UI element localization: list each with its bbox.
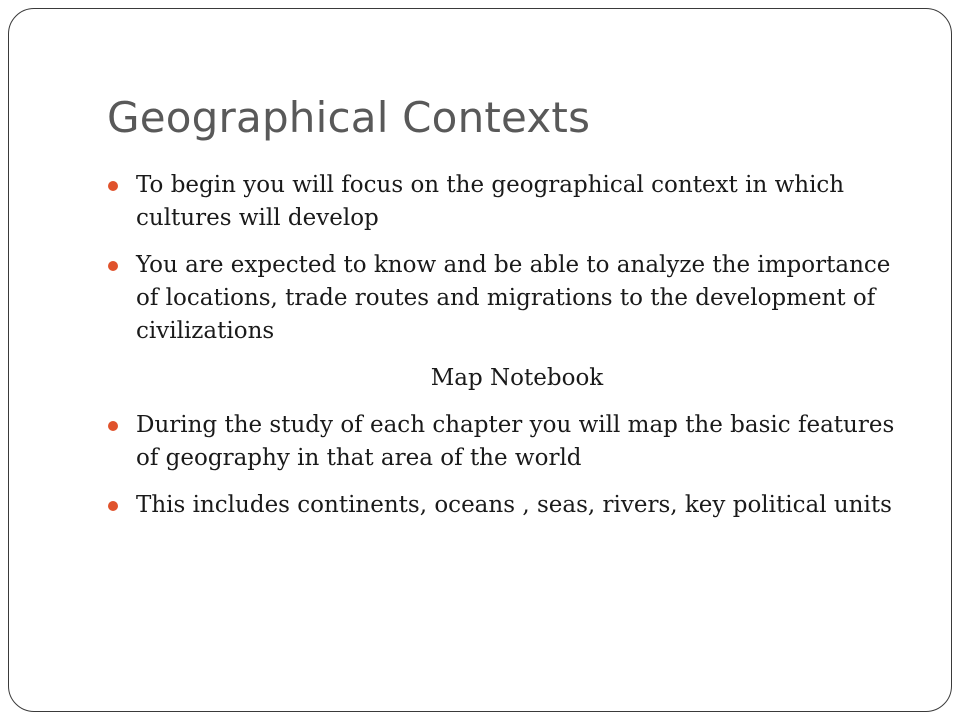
bullet-dot-icon [108,421,118,431]
bullet-text: You are expected to know and be able to analyze the importance of locations, trade routes and migrations to the development of civilizations [136,252,891,344]
bullet-text: During the study of each chapter you will map the basic features of geography in that area of the world [136,412,895,471]
subheading-text: Map Notebook [430,365,604,391]
bullet-item [108,489,898,522]
bullet-item [108,249,898,348]
bullet-item [108,169,898,235]
bullet-dot-icon [108,181,118,191]
bullet-item [108,409,898,475]
bullet-text: To begin you will focus on the geographical context in which cultures will develop [136,172,845,231]
slide-title: Geographical Contexts [107,93,591,142]
bullet-dot-icon [108,261,118,271]
bullet-dot-icon [108,501,118,511]
bullet-text: This includes continents, oceans , seas, rivers, key political units [136,492,892,518]
slide-frame [8,8,952,712]
slide-body [108,169,898,536]
section-subheading [108,362,898,395]
